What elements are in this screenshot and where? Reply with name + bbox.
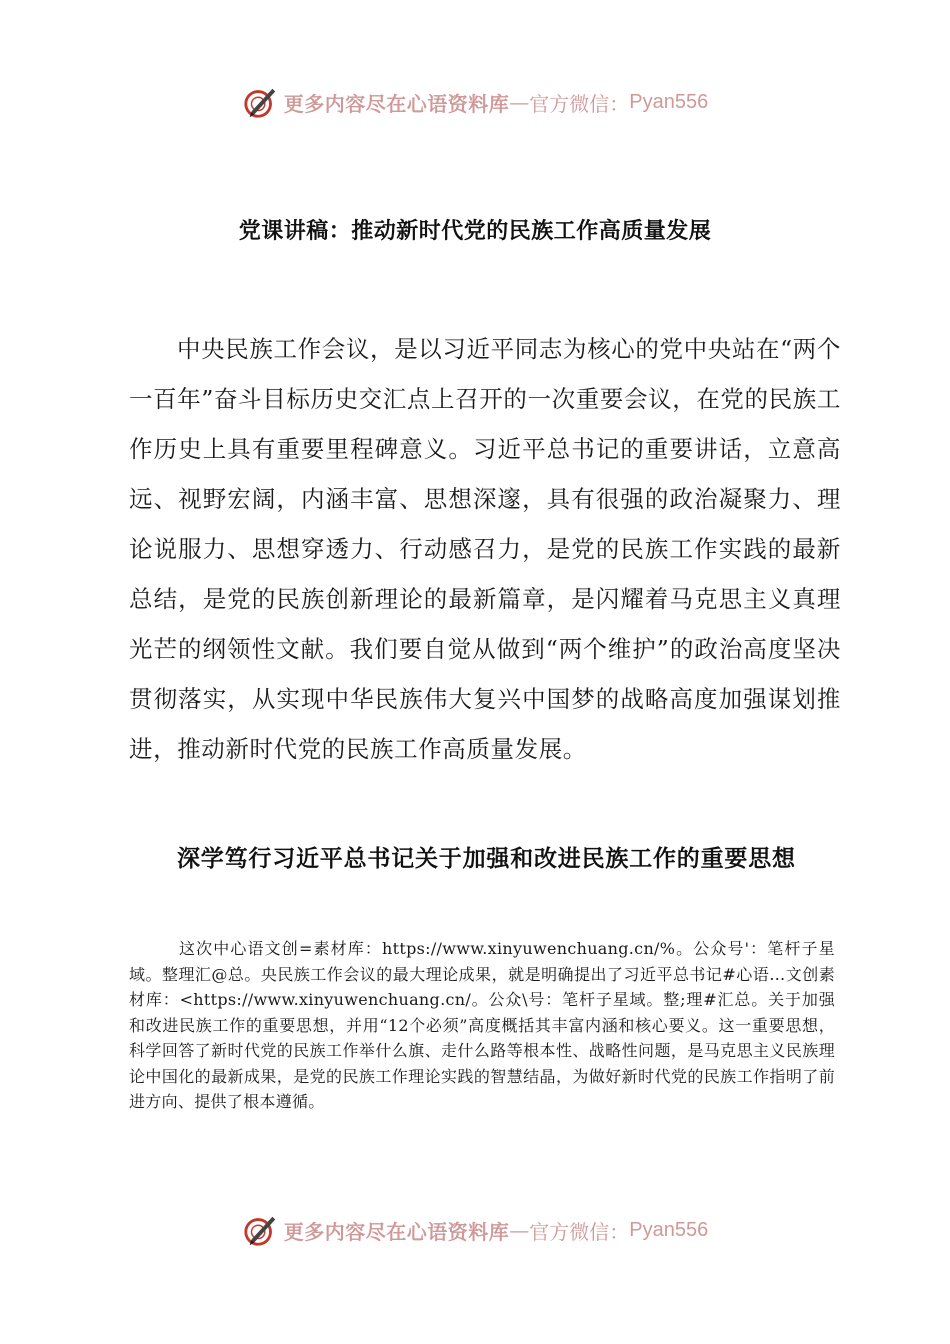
banner-contact-label: 官方微信： (529, 1219, 630, 1244)
banner-contact-id: Pyan556 (629, 90, 709, 113)
banner-contact-id: Pyan556 (629, 1218, 709, 1241)
section-heading: 深学笃行习近平总书记关于加强和改进民族工作的重要思想 (177, 846, 796, 872)
intro-paragraph: 中央民族工作会议，是以习近平同志为核心的党中央站在“两个一百年”奋斗目标历史交汇点上召开的一次重要会议，在党的民族工作历史上具有重要里程碑意义。习近平总书记的重要讲话，立意高远、视野宏阔，内涵丰富、思想深邃，具有很强的政治凝聚力、理论说服力、思想穿透力、行动感召力，是党的民族工作实践的最新总结，是党的民族创新理论的最新篇章，是闪耀着马克思主义真理光芒的纲领性文献。我们要自觉从做到“两个维护”的政治高度坚决贯彻落实，从实现中华民族伟大复兴中国梦的战略高度加强谋划推进，推动新时代党的民族工作高质量发展。 (129, 335, 841, 763)
banner-dash: — (509, 90, 530, 114)
banner-slogan: 更多内容尽在心语资料库 (283, 91, 510, 116)
banner-dash: — (509, 1218, 530, 1242)
document-title: 党课讲稿：推动新时代党的民族工作高质量发展 (238, 219, 712, 244)
pen-circle-logo-icon (242, 83, 280, 121)
section-paragraph: 这次中心语文创=素材库：https://www.xinyuwenchuang.cn/%。公众号'：笔杆子星域。整理汇@总。央民族工作会议的最大理论成果，就是明确提出了习近平总书记#心语…文创素材库：<https://www.xinyuwenchuang.cn/。公众\号：笔杆子星域。整;理#汇总。关于加强和改进民族工作的重要思想，并用“12个必须”高度概括其丰富内涵和核心要义。这一重要思想，科学回答了新时代党的民族工作举什么旗、走什么路等根本性、战略性问题，是马克思主义民族理论中国化的最新成果，是党的民族工作理论实践的智慧结晶，为做好新时代党的民族工作指明了前进方向、提供了根本遵循。 (129, 939, 835, 1111)
pen-circle-logo-icon (242, 1211, 280, 1249)
banner-contact-label: 官方微信： (529, 91, 630, 116)
footer-banner (0, 1208, 950, 1252)
header-banner (0, 80, 950, 124)
banner-slogan: 更多内容尽在心语资料库 (283, 1219, 510, 1244)
